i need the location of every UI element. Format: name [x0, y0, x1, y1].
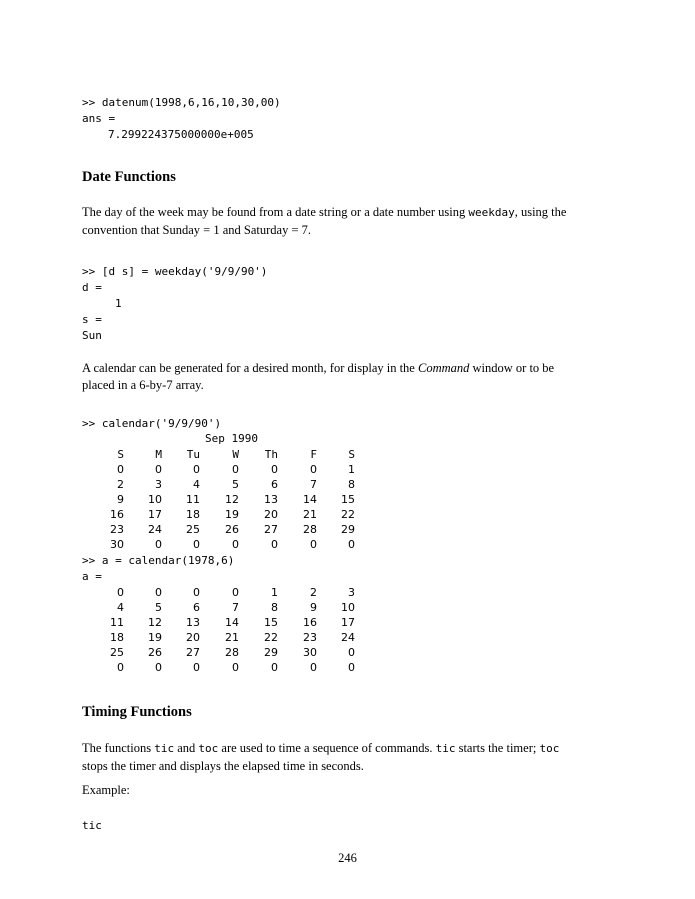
calendar-cell: 0	[155, 463, 162, 476]
calendar-cell: 18	[186, 508, 200, 521]
code-calendar-array-command: >> a = calendar(1978,6)	[82, 554, 235, 567]
calendar-cell: 15	[341, 493, 355, 506]
calendar-array-cell: 0	[117, 586, 124, 599]
paragraph-text: starts the timer;	[455, 741, 540, 755]
inline-code-toc: toc	[198, 742, 219, 755]
calendar-body	[98, 462, 355, 552]
calendar-array-cell: 15	[264, 616, 278, 629]
paragraph-weekday	[82, 204, 622, 238]
calendar-array-cell: 16	[303, 616, 317, 629]
calendar-header-cell: W	[232, 448, 239, 461]
calendar-array-cell: 0	[155, 661, 162, 674]
calendar-cell: 0	[348, 538, 355, 551]
calendar-cell: 5	[232, 478, 239, 491]
calendar-cell: 2	[117, 478, 124, 491]
paragraph-text: The day of the week may be found from a date string or a date number using	[82, 205, 469, 219]
calendar-cell: 12	[225, 493, 239, 506]
calendar-cell: 9	[117, 493, 124, 506]
paragraph-text: , using the	[514, 205, 567, 219]
calendar-cell: 10	[148, 493, 162, 506]
calendar-array-cell: 12	[148, 616, 162, 629]
calendar-cell: 0	[117, 463, 124, 476]
calendar-cell: 28	[303, 523, 317, 536]
calendar-cell: 21	[303, 508, 317, 521]
calendar-row	[98, 537, 355, 552]
calendar-array-row	[98, 660, 355, 675]
emphasis-command: Command	[417, 361, 470, 375]
calendar-cell: 0	[232, 463, 239, 476]
code-s-label: s =	[82, 313, 102, 326]
calendar-array-cell: 0	[310, 661, 317, 674]
calendar-header-cell: Tu	[186, 448, 200, 461]
calendar-array-body	[98, 585, 355, 675]
calendar-array-cell: 0	[232, 586, 239, 599]
calendar-array-cell: 20	[186, 631, 200, 644]
calendar-row	[98, 462, 355, 477]
calendar-array-row	[98, 585, 355, 600]
code-tic-command: tic	[82, 819, 102, 832]
calendar-array-cell: 4	[117, 601, 124, 614]
calendar-cell: 0	[310, 538, 317, 551]
calendar-array-cell: 25	[110, 646, 124, 659]
calendar-cell: 29	[341, 523, 355, 536]
code-d-label: d =	[82, 281, 102, 294]
calendar-array-cell: 23	[303, 631, 317, 644]
code-d-value: 1	[115, 297, 122, 310]
paragraph-text: are used to time a sequence of commands.	[218, 741, 436, 755]
calendar-array-cell: 0	[193, 586, 200, 599]
calendar-array-cell: 11	[110, 616, 124, 629]
calendar-cell: 13	[264, 493, 278, 506]
calendar-array-cell: 28	[225, 646, 239, 659]
calendar-header-cell: F	[310, 448, 317, 461]
calendar-cell: 25	[186, 523, 200, 536]
code-datenum-value: 7.299224375000000e+005	[108, 128, 254, 141]
paragraph-text: convention that Sunday = 1 and Saturday = 7.	[82, 222, 311, 237]
code-calendar-command: >> calendar('9/9/90')	[82, 417, 222, 430]
calendar-array-row	[98, 645, 355, 660]
calendar-array-cell: 1	[271, 586, 278, 599]
calendar-row	[98, 492, 355, 507]
calendar-cell: 11	[186, 493, 200, 506]
calendar-array-cell: 0	[348, 646, 355, 659]
calendar-array-cell: 9	[310, 601, 317, 614]
calendar-array-cell: 6	[193, 601, 200, 614]
inline-code-tic: tic	[154, 742, 175, 755]
calendar-array-cell: 24	[341, 631, 355, 644]
calendar-array-cell: 7	[232, 601, 239, 614]
calendar-array-cell: 0	[155, 586, 162, 599]
calendar-header-cell: Th	[264, 448, 278, 461]
calendar-cell: 0	[155, 538, 162, 551]
calendar-cell: 24	[148, 523, 162, 536]
calendar-cell: 3	[155, 478, 162, 491]
calendar-cell: 27	[264, 523, 278, 536]
calendar-cell: 1	[348, 463, 355, 476]
calendar-array-cell: 30	[303, 646, 317, 659]
calendar-cell: 0	[271, 463, 278, 476]
calendar-cell: 17	[148, 508, 162, 521]
calendar-array-cell: 0	[193, 661, 200, 674]
calendar-sep-1990	[98, 447, 355, 552]
paragraph-tic-toc	[82, 740, 622, 774]
calendar-month-title: Sep 1990	[205, 432, 258, 445]
code-s-value: Sun	[82, 329, 102, 342]
calendar-cell: 16	[110, 508, 124, 521]
calendar-cell: 19	[225, 508, 239, 521]
calendar-cell: 0	[271, 538, 278, 551]
calendar-array-cell: 8	[271, 601, 278, 614]
calendar-cell: 6	[271, 478, 278, 491]
calendar-cell: 23	[110, 523, 124, 536]
paragraph-text: placed in a 6-by-7 array.	[82, 377, 204, 392]
example-label: Example:	[82, 783, 130, 797]
code-ans-label: ans =	[82, 112, 116, 125]
calendar-cell: 0	[232, 538, 239, 551]
calendar-array-cell: 17	[341, 616, 355, 629]
calendar-row	[98, 477, 355, 492]
calendar-array-row	[98, 615, 355, 630]
calendar-array-cell: 3	[348, 586, 355, 599]
calendar-cell: 0	[193, 538, 200, 551]
calendar-array-1978-6	[98, 585, 355, 675]
calendar-cell: 30	[110, 538, 124, 551]
calendar-array-cell: 13	[186, 616, 200, 629]
calendar-cell: 4	[193, 478, 200, 491]
calendar-cell: 7	[310, 478, 317, 491]
code-weekday-command: >> [d s] = weekday('9/9/90')	[82, 265, 268, 278]
calendar-array-cell: 29	[264, 646, 278, 659]
code-datenum-command: >> datenum(1998,6,16,10,30,00)	[82, 96, 281, 109]
calendar-row	[98, 507, 355, 522]
inline-code-toc: toc	[539, 742, 560, 755]
calendar-array-cell: 18	[110, 631, 124, 644]
paragraph-text: A calendar can be generated for a desired month, for display in the	[82, 361, 418, 375]
calendar-header-cell: S	[348, 448, 355, 461]
calendar-cell: 8	[348, 478, 355, 491]
calendar-array-cell: 10	[341, 601, 355, 614]
calendar-array-cell: 5	[155, 601, 162, 614]
paragraph-text: window or to be	[469, 361, 555, 375]
calendar-array-cell: 0	[271, 661, 278, 674]
paragraph-text: stops the timer and displays the elapsed time in seconds.	[82, 758, 364, 773]
calendar-array-cell: 21	[225, 631, 239, 644]
calendar-array-cell: 2	[310, 586, 317, 599]
calendar-array-cell: 0	[117, 661, 124, 674]
calendar-array-cell: 22	[264, 631, 278, 644]
paragraph-text: The functions	[82, 741, 155, 755]
calendar-row	[98, 522, 355, 537]
calendar-header-row	[98, 447, 355, 462]
calendar-array-cell: 26	[148, 646, 162, 659]
calendar-cell: 26	[225, 523, 239, 536]
calendar-array-cell: 0	[232, 661, 239, 674]
heading-timing-functions: Timing Functions	[82, 704, 192, 720]
calendar-header-cell: S	[117, 448, 124, 461]
inline-code-tic: tic	[435, 742, 456, 755]
inline-code-weekday: weekday	[468, 206, 515, 219]
calendar-array-cell: 14	[225, 616, 239, 629]
calendar-array-row	[98, 600, 355, 615]
page-number: 246	[338, 851, 357, 865]
calendar-array-cell: 19	[148, 631, 162, 644]
calendar-array-cell: 0	[348, 661, 355, 674]
calendar-cell: 20	[264, 508, 278, 521]
paragraph-calendar	[82, 360, 622, 393]
calendar-cell: 0	[193, 463, 200, 476]
paragraph-text: and	[174, 741, 199, 755]
calendar-cell: 0	[310, 463, 317, 476]
calendar-header-cell: M	[155, 448, 162, 461]
calendar-cell: 22	[341, 508, 355, 521]
calendar-array-cell: 27	[186, 646, 200, 659]
calendar-cell: 14	[303, 493, 317, 506]
calendar-array-row	[98, 630, 355, 645]
code-a-label: a =	[82, 570, 102, 583]
heading-date-functions: Date Functions	[82, 169, 176, 185]
